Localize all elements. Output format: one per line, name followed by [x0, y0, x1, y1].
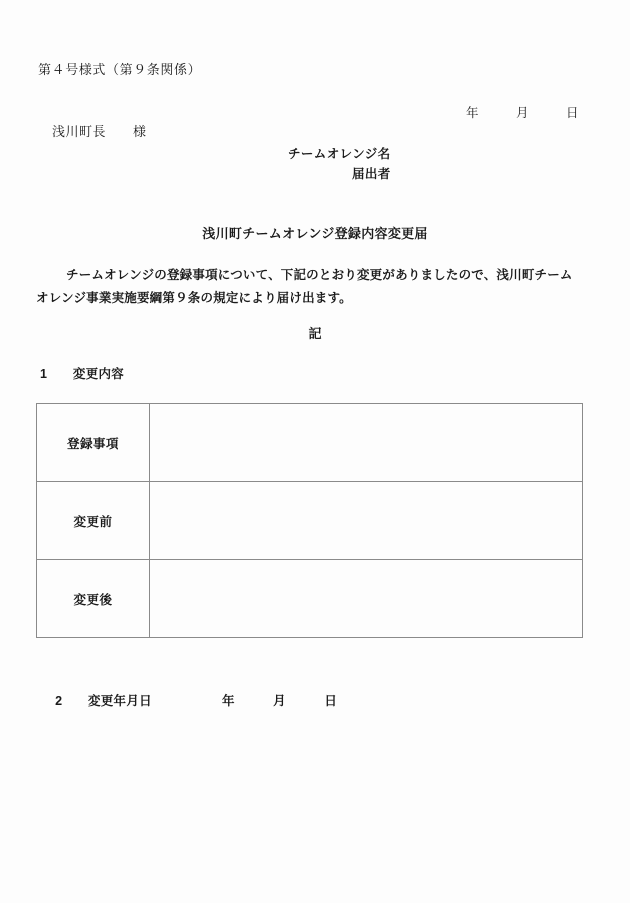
body-paragraph [36, 264, 592, 310]
table-row-label: 登録事項 [37, 404, 150, 482]
body-paragraph-line-1: チームオレンジの登録事項について、下記のとおり変更がありましたので、浅川町チーム [66, 268, 573, 282]
document-title: 浅川町チームオレンジ登録内容変更届 [202, 226, 428, 241]
change-details-table [36, 403, 583, 638]
section-1-heading: 1 変更内容 [40, 367, 125, 381]
table-row [37, 404, 583, 482]
table-row [37, 482, 583, 560]
table-row-value[interactable] [150, 482, 583, 560]
addressee-label: 浅川町長 様 [52, 124, 147, 139]
body-paragraph-line-2: オレンジ事業実施要綱第９条の規定により届け出ます。 [36, 291, 352, 305]
section-2-heading [40, 682, 337, 720]
section-2-label: 2 変更年月日 [55, 693, 152, 708]
team-name-label: チームオレンジ名 [288, 147, 391, 161]
ki-mark: 記 [308, 326, 322, 341]
table-row-value[interactable] [150, 404, 583, 482]
table-row-value[interactable] [150, 560, 583, 638]
table-row-label: 変更後 [37, 560, 150, 638]
section-2-date-line: 年 月 日 [221, 693, 338, 708]
submission-date-line: 年 月 日 [466, 106, 579, 120]
table-row [37, 560, 583, 638]
submitter-label: 届出者 [352, 167, 391, 181]
table-row-label: 変更前 [37, 482, 150, 560]
form-number-label: 第４号様式（第９条関係） [38, 62, 202, 77]
